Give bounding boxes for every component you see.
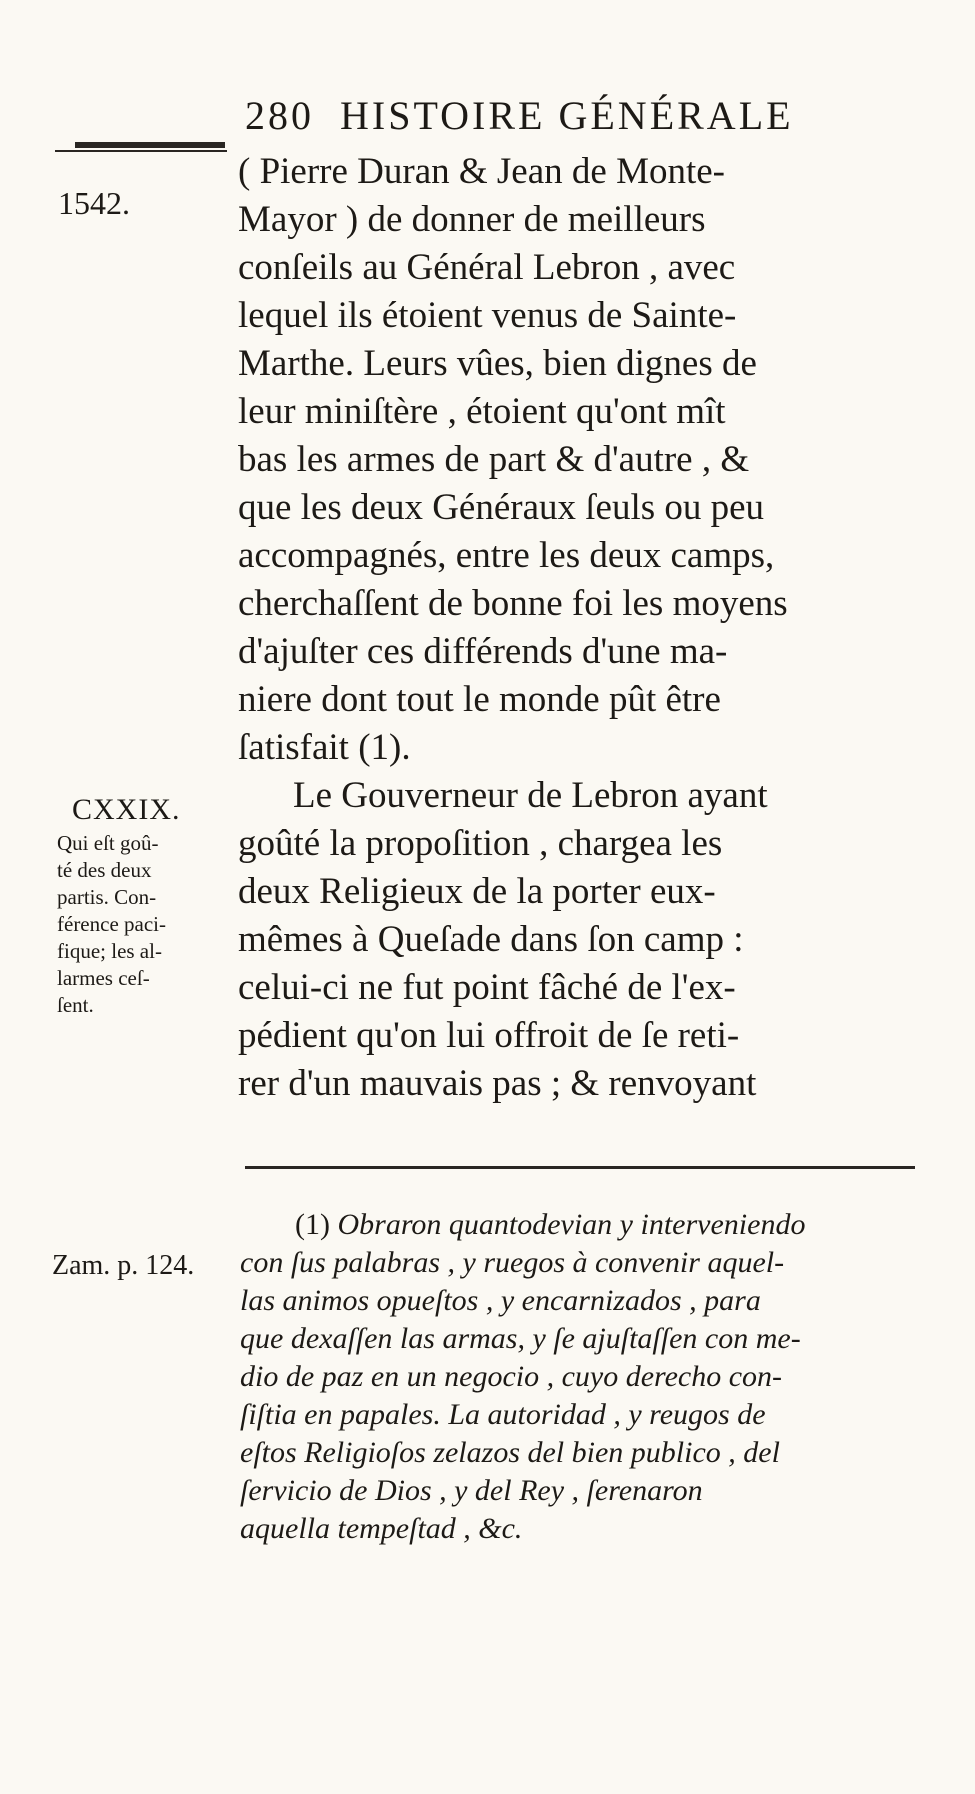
footnote-line: ſiſtia en papales. La autoridad , y reugos de: [240, 1398, 766, 1431]
footnote-line: [240, 1206, 925, 1244]
footnote-rule: [245, 1166, 915, 1169]
running-head: [245, 92, 885, 139]
footnote-line: ſervicio de Dios , y del Rey , ſerenaron: [240, 1474, 703, 1507]
body-line: conſeils au Général Lebron , avec: [238, 247, 736, 288]
body-line: Mayor ) de donner de meilleurs: [238, 199, 706, 240]
body-line: goûté la propoſition , chargea les: [238, 823, 723, 864]
margin-note-line: partis. Con-: [57, 885, 157, 909]
running-title: HISTOIRE GÉNÉRALE: [340, 93, 794, 138]
body-line: accompagnés, entre les deux camps,: [238, 535, 775, 576]
page-number: 280: [245, 93, 314, 138]
footnote-marker: (1): [295, 1208, 330, 1241]
header-rule: [55, 150, 227, 152]
footnote-source-ref: Zam. p. 124.: [52, 1250, 195, 1281]
footnote-line: dio de paz en un negocio , cuyo derecho con-: [240, 1360, 783, 1393]
body-line: celui-ci ne fut point fâché de l'ex-: [238, 967, 736, 1008]
margin-note-line: larmes ceſ-: [57, 966, 150, 990]
margin-note-line: fique; les al-: [57, 939, 162, 963]
body-line: deux Religieux de la porter eux-: [238, 871, 716, 912]
footnote: [240, 1206, 925, 1548]
body-line: ſatisfait (1).: [238, 727, 411, 768]
footnote-line: las animos opueſtos , y encarnizados , para: [240, 1284, 761, 1317]
margin-year: 1542.: [58, 185, 130, 221]
body-line: Le Gouverneur de Lebron ayant: [293, 775, 768, 816]
body-line: lequel ils étoient venus de Sainte-: [238, 295, 737, 336]
body-line: que les deux Généraux ſeuls ou peu: [238, 487, 765, 528]
body-line: cherchaſſent de bonne foi les moyens: [238, 583, 788, 624]
body-line: ( Pierre Duran & Jean de Monte-: [238, 151, 725, 192]
body-line: Marthe. Leurs vûes, bien dignes de: [238, 343, 757, 384]
footnote-line: que dexaſſen las armas, y ſe ajuſtaſſen con me-: [240, 1322, 801, 1355]
footnote-line-text: Obraron quantodevian y interveniendo: [337, 1208, 806, 1241]
margin-note-line: ſent.: [57, 993, 94, 1017]
body-line: pédient qu'on lui offroit de ſe reti-: [238, 1015, 740, 1056]
section-number: CXXIX.: [72, 793, 181, 826]
footnote-line: aquella tempeſtad , &c.: [240, 1512, 523, 1545]
body-line: rer d'un mauvais pas ; & renvoyant: [238, 1063, 757, 1104]
body-line: bas les armes de part & d'autre , &: [238, 439, 750, 480]
body-line: d'ajuſter ces différends d'une ma-: [238, 631, 728, 672]
footnote-line: con ſus palabras , y ruegos à convenir aquel-: [240, 1246, 785, 1279]
body-line: leur miniſtère , étoient qu'ont mît: [238, 391, 726, 432]
footnote-line: eſtos Religioſos zelazos del bien publico , del: [240, 1436, 780, 1469]
header-rule-thick: [75, 142, 225, 148]
margin-note-line: Qui eſt goû-: [57, 831, 159, 855]
margin-note-line: férence paci-: [57, 912, 166, 936]
margin-note: [57, 830, 235, 1019]
margin-note-line: té des deux: [57, 858, 152, 882]
body-line: niere dont tout le monde pût être: [238, 679, 721, 720]
body-line: mêmes à Queſade dans ſon camp :: [238, 919, 744, 960]
main-text: [238, 148, 928, 1108]
